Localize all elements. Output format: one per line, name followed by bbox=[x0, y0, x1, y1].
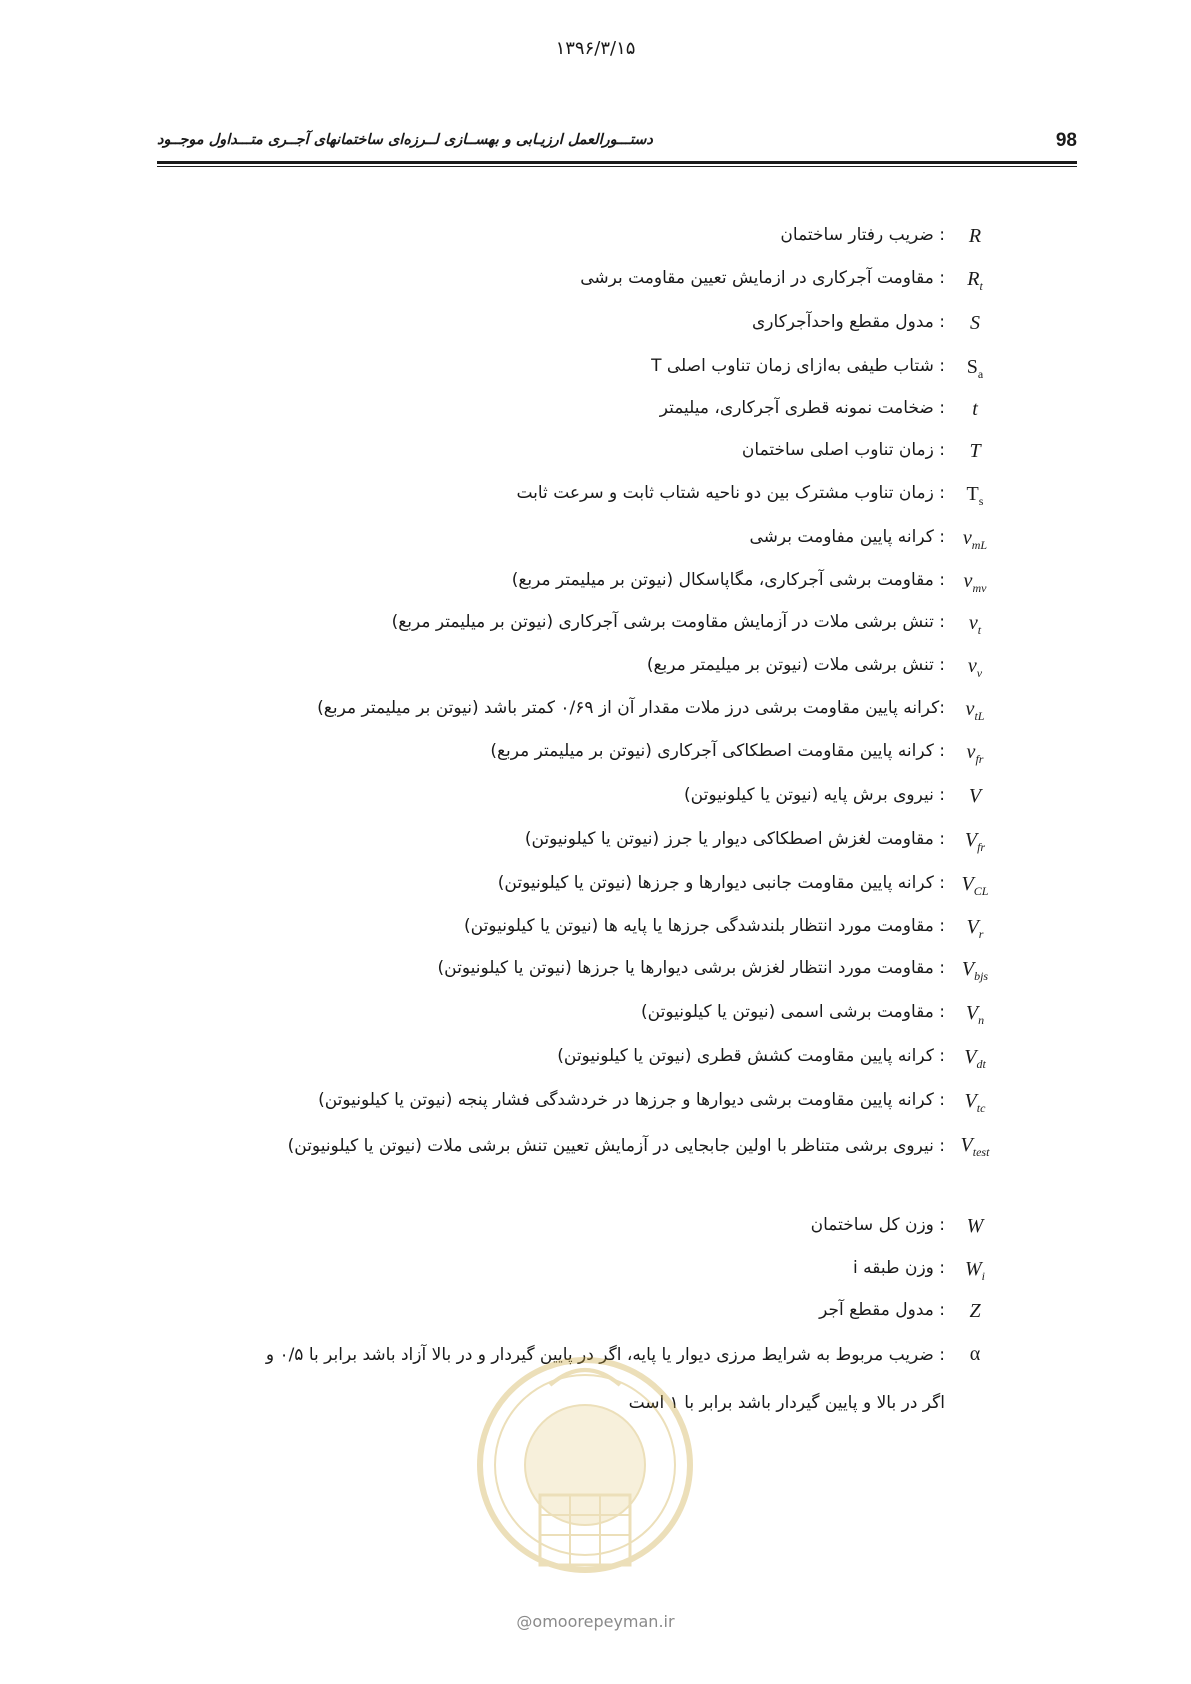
symbol-subscript: bjs bbox=[974, 969, 989, 983]
symbol-base: v bbox=[967, 655, 977, 677]
symbol bbox=[945, 1134, 1005, 1160]
symbol-base: T bbox=[969, 440, 981, 462]
symbol-definition: : نیروی برش پایه (نیوتن یا کیلونیوتن) bbox=[684, 785, 945, 805]
symbol-entry bbox=[0, 1258, 1191, 1298]
symbol-entry bbox=[0, 829, 1191, 869]
symbol-definition: : ضریب رفتار ساختمان bbox=[780, 225, 945, 245]
symbol-base: v bbox=[966, 741, 976, 763]
symbol-definition: : مقاومت مورد انتظار بلندشدگی جرزها یا پایه ها (نیوتن یا کیلونیوتن) bbox=[464, 916, 945, 936]
symbol-base: W bbox=[966, 1215, 984, 1237]
symbol-entry bbox=[0, 268, 1191, 308]
symbol bbox=[945, 1343, 1005, 1366]
symbol-subscript: a bbox=[977, 367, 984, 381]
symbol bbox=[945, 1258, 1005, 1284]
symbol-subscript: fr bbox=[977, 840, 986, 854]
running-title: دستـــورالعمل ارزیـابی و بهســازی لــرزه‌ای ساختمانهای آجــری متـــداول موجــود bbox=[157, 132, 653, 148]
symbol-entry bbox=[0, 785, 1191, 825]
symbol-base: Z bbox=[969, 1300, 981, 1322]
symbol bbox=[945, 873, 1005, 899]
symbol bbox=[945, 268, 1005, 294]
symbol-base: W bbox=[964, 1258, 982, 1280]
symbol bbox=[945, 741, 1005, 767]
symbol-entry bbox=[0, 440, 1191, 480]
symbol-entry bbox=[0, 312, 1191, 352]
symbol-subscript: tc bbox=[976, 1101, 986, 1115]
symbol-entry bbox=[0, 225, 1191, 265]
symbol bbox=[945, 225, 1005, 248]
symbol-base: v bbox=[962, 527, 972, 549]
symbol bbox=[945, 398, 1005, 421]
symbol-base: α bbox=[969, 1343, 981, 1365]
symbol-entry bbox=[0, 916, 1191, 956]
symbol-definition: : کرانه پایین مقاومت اصطکاکی آجرکاری (نیوتن بر میلیمتر مربع) bbox=[490, 741, 945, 761]
symbol-base: S bbox=[970, 312, 980, 334]
symbol-entry bbox=[0, 698, 1191, 738]
symbol-base: T bbox=[966, 483, 979, 505]
seal-logo-icon bbox=[470, 1345, 700, 1615]
symbol-base: V bbox=[964, 1090, 977, 1112]
symbol-definition: : وزن طبقه i bbox=[853, 1258, 945, 1278]
symbol-definition: : ضریب مربوط به شرایط مرزی دیوار یا پایه، اگر در پایین گیردار و در بالا آزاد باشد برابر با ۰/۵ و اگر در بالا و پایین گیردار باشد برابر با ۱ است bbox=[265, 1345, 945, 1413]
symbol bbox=[945, 356, 1005, 382]
symbol-definition: : مدول مقطع آجر bbox=[819, 1300, 945, 1320]
symbol-definition: : کرانه پایین مفاومت برشی bbox=[749, 527, 945, 547]
symbol bbox=[945, 958, 1005, 984]
symbol-definition: : مقاومت مورد انتظار لغزش برشی دیوارها یا جرزها (نیوتن یا کیلونیوتن) bbox=[437, 958, 945, 978]
symbol-entry bbox=[0, 483, 1191, 523]
symbol bbox=[945, 483, 1005, 509]
symbol-subscript: fr bbox=[975, 752, 984, 766]
symbol-subscript: test bbox=[972, 1145, 990, 1159]
symbol-entry bbox=[0, 570, 1191, 610]
symbol-definition: : کرانه پایین مقاومت کشش قطری (نیوتن یا کیلونیوتن) bbox=[557, 1046, 945, 1066]
symbol-base: S bbox=[966, 356, 978, 378]
symbol-base: t bbox=[972, 398, 978, 420]
symbol-subscript: s bbox=[978, 494, 984, 508]
symbol-entry bbox=[0, 527, 1191, 567]
symbol-base: R bbox=[967, 268, 980, 290]
symbol-definition: : مقاومت آجرکاری در ازمایش تعیین مقاومت برشی bbox=[580, 268, 945, 288]
symbol-base: R bbox=[968, 225, 982, 247]
symbol-entry bbox=[0, 398, 1191, 438]
symbol-definition: : زمان تناوب مشترک بین دو ناحیه شتاب ثابت و سرعت ثابت bbox=[516, 483, 945, 503]
symbol-definition: : شتاب طیفی به‌ازای زمان تناوب اصلی T bbox=[651, 356, 945, 376]
symbol-subscript: t bbox=[977, 623, 982, 637]
symbol-definition: : کرانه پایین مقاومت جانبی دیوارها و جرزها (نیوتن یا کیلونیوتن) bbox=[497, 873, 945, 893]
symbol-base: V bbox=[960, 1134, 973, 1156]
watermark-text: @omoorepeyman.ir bbox=[516, 1612, 675, 1631]
symbol-base: V bbox=[961, 873, 974, 895]
symbol-subscript: dt bbox=[976, 1057, 986, 1071]
symbol-entry bbox=[0, 1046, 1191, 1086]
symbol-entry bbox=[0, 741, 1191, 781]
symbol-entry bbox=[0, 873, 1191, 913]
symbol-subscript: r bbox=[978, 927, 984, 941]
symbol-base: v bbox=[963, 570, 973, 592]
symbol-base: V bbox=[964, 829, 978, 851]
symbol-definition: : تنش برشی ملات (نیوتن بر میلیمتر مربع) bbox=[646, 655, 945, 675]
symbol-base: v bbox=[968, 612, 978, 634]
symbol-definition: : نیروی برشی متناظر با اولین جابجایی در آزمایش تعیین تنش برشی ملات (نیوتن یا کیلونیوتن) bbox=[287, 1136, 945, 1156]
symbol-entry bbox=[0, 1215, 1191, 1255]
symbol bbox=[945, 527, 1005, 553]
symbol-definition: : زمان تناوب اصلی ساختمان bbox=[741, 440, 945, 460]
symbol-definition: : وزن کل ساختمان bbox=[810, 1215, 945, 1235]
symbol-base: v bbox=[965, 698, 975, 720]
page-number: 98 bbox=[1055, 130, 1077, 151]
symbol-entry bbox=[0, 1134, 1191, 1174]
symbol-subscript: v bbox=[976, 666, 983, 680]
symbol bbox=[945, 612, 1005, 638]
symbol bbox=[945, 829, 1005, 855]
symbol-entry bbox=[0, 356, 1191, 396]
symbol bbox=[945, 916, 1005, 942]
symbol bbox=[945, 785, 1005, 808]
symbol bbox=[945, 570, 1005, 596]
symbol-entry bbox=[0, 958, 1191, 998]
symbol-subscript: CL bbox=[973, 884, 989, 898]
symbol bbox=[945, 655, 1005, 681]
symbol-definition: :کرانه پایین مقاومت برشی درز ملات مقدار آن از ۰/۶۹ کمتر باشد (نیوتن بر میلیمتر مربع) bbox=[317, 698, 945, 718]
symbol-definition: : کرانه پایین مقاومت برشی دیوارها و جرزها در خردشدگی فشار پنجه (نیوتن یا کیلونیوتن) bbox=[318, 1090, 945, 1110]
symbol bbox=[945, 440, 1005, 463]
symbol-base: V bbox=[965, 1002, 979, 1024]
symbol-subscript: n bbox=[978, 1013, 985, 1027]
symbol bbox=[945, 1046, 1005, 1072]
symbol-definition: : تنش برشی ملات در آزمایش مقاومت برشی آجرکاری (نیوتن بر میلیمتر مربع) bbox=[391, 612, 945, 632]
symbol-definition: : مدول مقطع واحدآجرکاری bbox=[752, 312, 945, 332]
symbol bbox=[945, 312, 1005, 335]
symbol bbox=[945, 1300, 1005, 1323]
symbol bbox=[945, 1090, 1005, 1116]
page-date: ۱۳۹۶/۳/۱۵ bbox=[555, 38, 636, 59]
symbol bbox=[945, 1002, 1005, 1028]
symbol-definition: : مقاومت برشی اسمی (نیوتن یا کیلونیوتن) bbox=[641, 1002, 945, 1022]
symbol-subscript: mv bbox=[972, 581, 987, 595]
symbol bbox=[945, 698, 1005, 724]
symbol-base: V bbox=[961, 958, 975, 980]
symbol-definition: : مقاومت برشی آجرکاری، مگاپاسکال (نیوتن بر میلیمتر مربع) bbox=[511, 570, 945, 590]
symbol-base: V bbox=[966, 916, 979, 938]
symbol-entry bbox=[0, 655, 1191, 695]
symbol bbox=[945, 1215, 1005, 1238]
symbol-base: V bbox=[968, 785, 982, 807]
symbol-subscript: mL bbox=[971, 538, 988, 552]
symbol-base: V bbox=[964, 1046, 977, 1068]
symbol-subscript: tL bbox=[974, 709, 985, 723]
symbol-entry bbox=[0, 1002, 1191, 1042]
symbol-definition: : مقاومت لغزش اصطکاکی دیوار یا جرز (نیوتن یا کیلونیوتن) bbox=[524, 829, 945, 849]
symbol-entry bbox=[0, 612, 1191, 652]
symbol-subscript: i bbox=[981, 1269, 985, 1283]
symbol-definition: : ضخامت نمونه قطری آجرکاری، میلیمتر bbox=[659, 398, 945, 418]
symbol-subscript: t bbox=[979, 279, 983, 293]
